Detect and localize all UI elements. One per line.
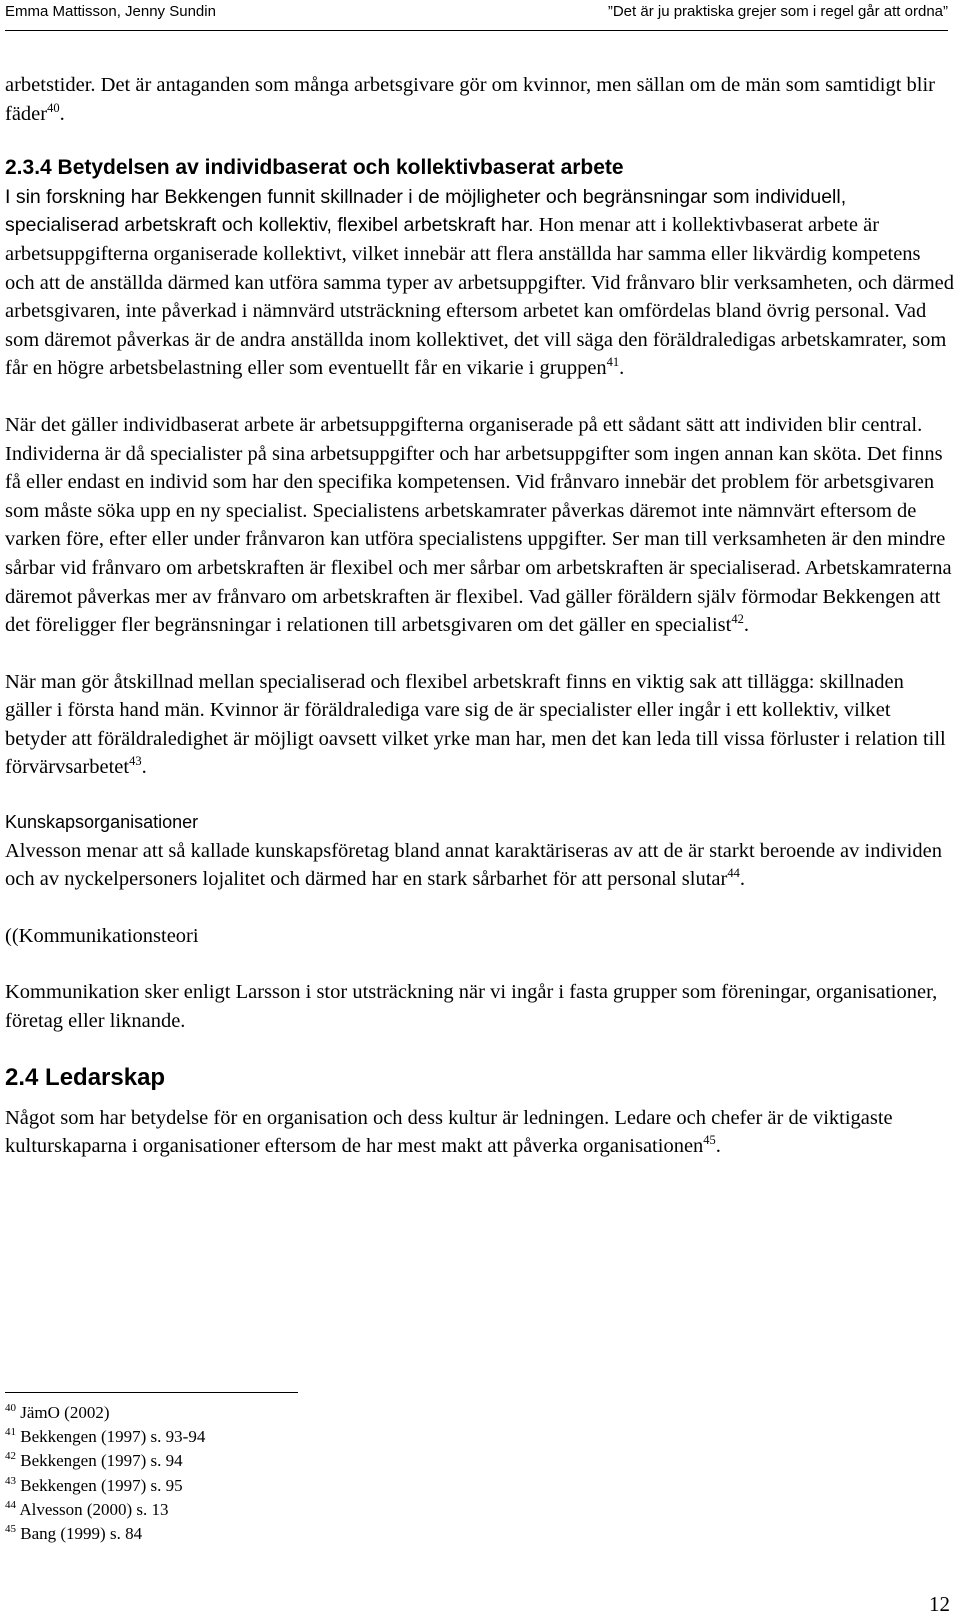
paragraph-text: Hon menar att i kollektivbaserat arbete är arbetsuppgifterna organiserade kollektivt, vilket innebär att flera anställda har samma eller likvärdig kompetens och att de anställda därmed kan utföra samma typer av arbetsuppgifter. Vid frånvaro blir verksamheten, och därmed arbetsgivaren, inte påverkad i nämnvärd utsträckning eftersom arbetet kan omfördelas bland övrig personal. Vad som däremot påverkas är de andra anställda inom kollektivet, det vill säga den föräldraledigas arbetskamrater, som får en högre arbetsbelastning eller som eventuellt får en vikarie i gruppen xyxy=(5,214,955,380)
running-header xyxy=(5,0,948,31)
footnote-ref: 45 xyxy=(703,1133,716,1148)
paragraph-7 xyxy=(5,1104,955,1161)
paragraph-tail: . xyxy=(59,102,65,125)
footnote-number: 42 xyxy=(5,1450,16,1463)
paragraph-tail: . xyxy=(619,357,625,380)
paragraph-text: Alvesson menar att så kallade kunskapsföretag bland annat karaktäriseras av att de är starkt beroende av individen och av nyckelpersoners lojalitet och därmed har en stark sårbarhet för att personal slutar xyxy=(5,839,942,891)
footnote-number: 44 xyxy=(5,1498,16,1511)
footnote xyxy=(5,1522,605,1546)
footnote xyxy=(5,1449,605,1473)
page-number: 12 xyxy=(929,1592,950,1616)
footnote-ref: 43 xyxy=(129,754,142,769)
section-heading-2-3-4: 2.3.4 Betydelsen av individbaserat och kollektivbaserat arbete xyxy=(5,156,624,180)
paragraph-tail: . xyxy=(141,756,147,779)
footnote-divider xyxy=(5,1392,298,1393)
paragraph-1 xyxy=(5,183,955,383)
footnote-text: Bekkengen (1997) s. 94 xyxy=(20,1451,183,1471)
footnote-number: 45 xyxy=(5,1523,16,1536)
paragraph-tail: . xyxy=(743,614,749,637)
paragraph-5: ((Kommunikationsteori xyxy=(5,924,199,947)
main-content xyxy=(5,71,955,1161)
paragraph-6: Kommunikation sker enligt Larsson i stor utsträckning när vi ingår i fasta grupper som föreningar, organisationer, företag eller liknande. xyxy=(5,981,938,1033)
paragraph-text: Något som har betydelse för en organisation och dess kultur är ledningen. Ledare och chefer är de viktigaste kulturskaparna i organisationer eftersom de har mest makt att påverka organisationen xyxy=(5,1106,893,1158)
footnote xyxy=(5,1498,605,1522)
header-authors: Emma Mattisson, Jenny Sundin xyxy=(5,3,216,20)
paragraph-4 xyxy=(5,837,955,894)
paragraph-text: När man gör åtskillnad mellan specialiserad och flexibel arbetskraft finns en viktig sak att tillägga: skillnaden gäller i första hand män. Kvinnor är föräldralediga vare sig de är specialister eller ingår i ett kollektiv, vilket betyder att föräldraledighet är möjligt oavsett vilket yrke man har, men det kan leda till vissa förluster i relation till förvärvsarbetet xyxy=(5,670,946,779)
paragraph-text: När det gäller individbaserat arbete är arbetsuppgifterna organiserade på ett sådant sätt att individen blir central. Individerna är då specialister på sina arbetsuppgifter och har arbetsuppgifter som ingen annan kan sköta. Det finns få eller endast en individ som har den specifika kompetensen. Vid frånvaro innebär det problem för arbetsgivaren som måste söka upp en ny specialist. Specialistens arbetskamrater påverkas däremot inte nämnvärt eftersom de varken före, efter eller under frånvaron kan utföra specialistens uppgifter. Ser man till verksamheten är den mindre sårbar vid frånvaro om arbetskraften är flexibel och mer sårbar om arbetskraften är specialiserad. Arbetskamraterna däremot påverkas mer av frånvaro om arbetskraften är flexibel. Vad gäller föräldern själv förmodar Bekkengen att det föreligger fler begränsningar i relationen till arbetsgivaren om det gäller en specialist xyxy=(5,413,952,637)
footnote-ref: 42 xyxy=(731,612,744,627)
paragraph-tail: . xyxy=(715,1135,721,1158)
footnote-text: Alvesson (2000) s. 13 xyxy=(19,1499,169,1519)
footnote-number: 43 xyxy=(5,1474,16,1487)
footnote-text: JämO (2002) xyxy=(20,1403,110,1422)
paragraph-0 xyxy=(5,71,955,128)
footnote xyxy=(5,1401,605,1425)
footnote-ref: 40 xyxy=(47,100,60,115)
paragraph-text-sans: I sin forskning har Bekkengen funnit skillnader i de möjligheter och begränsningar som individuell, specialiserad arbetskraft och kollektiv, flexibel arbetskraft har. xyxy=(5,185,847,237)
paragraph-3 xyxy=(5,668,955,782)
subheading-kunskapsorganisationer: Kunskapsorganisationer xyxy=(5,812,199,833)
section-heading-2-4: 2.4 Ledarskap xyxy=(5,1063,166,1091)
footnote-text: Bekkengen (1997) s. 93-94 xyxy=(20,1427,206,1447)
footnote-text: Bang (1999) s. 84 xyxy=(20,1524,143,1544)
paragraph-tail: . xyxy=(739,868,745,891)
footnotes xyxy=(5,1392,605,1546)
footnote-ref: 41 xyxy=(606,355,620,370)
footnote-number: 40 xyxy=(5,1402,16,1414)
paragraph-text: arbetstider. Det är antaganden som många arbetsgivare gör om kvinnor, men sällan om de män som samtidigt blir fäder xyxy=(5,74,935,125)
footnote-number: 41 xyxy=(5,1426,16,1439)
footnote-text: Bekkengen (1997) s. 95 xyxy=(20,1475,183,1495)
footnote-ref: 44 xyxy=(727,866,740,881)
footnote xyxy=(5,1474,605,1498)
footnote xyxy=(5,1425,605,1449)
header-title: ”Det är ju praktiska grejer som i regel går att ordna” xyxy=(607,3,948,20)
paragraph-2 xyxy=(5,411,955,640)
